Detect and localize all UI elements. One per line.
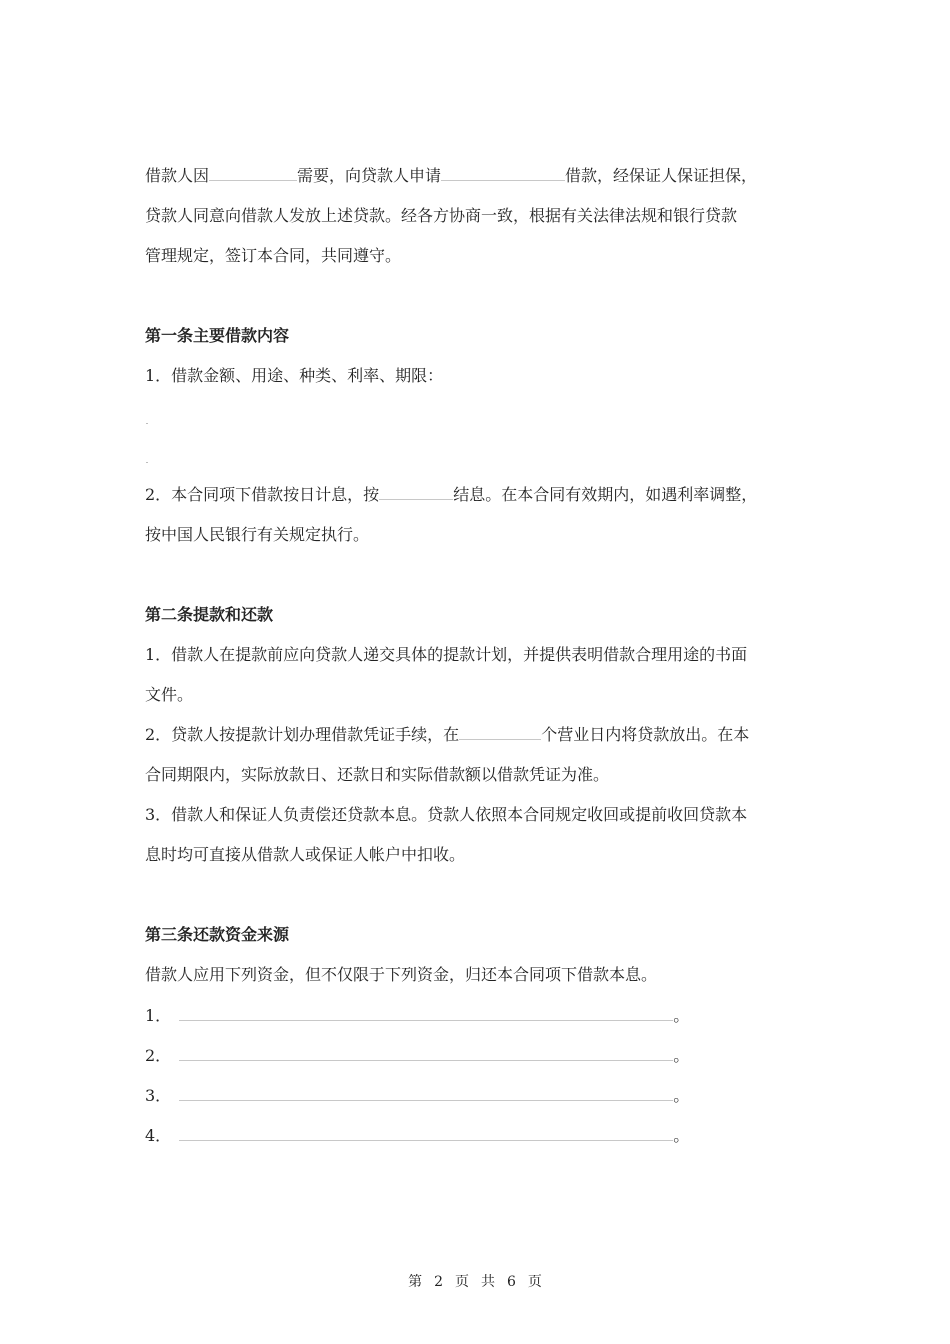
article-1-item-2	[145, 485, 757, 505]
item-end-mark: 。	[673, 1046, 690, 1065]
fund-source-blank[interactable]	[179, 1126, 673, 1141]
article-2-item-1-cont: 文件。	[145, 685, 194, 704]
footer-text: 页	[527, 1274, 542, 1290]
item-number: 1．	[145, 1006, 172, 1025]
article-1-title: 第一条主要借款内容	[145, 326, 290, 345]
article-3-intro: 借款人应用下列资金，但不仅限于下列资金，归还本合同项下借款本息。	[145, 965, 658, 984]
interest-settlement-blank[interactable]	[379, 485, 453, 500]
article-2-item-1: 1．借款人在提款前应向贷款人递交具体的提款计划，并提供表明借款合理用途的书面	[145, 645, 748, 664]
purpose-blank[interactable]	[209, 166, 297, 181]
item-number: 3．	[145, 1086, 172, 1105]
item-end-mark: 。	[673, 1126, 690, 1145]
fund-source-item-3	[145, 1086, 689, 1106]
intro-text: 借款，经保证人保证担保，	[565, 166, 758, 185]
item-text: 2．贷款人按提款计划办理借款凭证手续，在	[145, 725, 460, 744]
intro-text: 需要，向贷款人申请	[297, 166, 442, 185]
item-text: 个营业日内将贷款放出。在本	[541, 725, 750, 744]
item-text: 结息。在本合同有效期内，如遇利率调整，	[453, 485, 758, 504]
fund-source-item-4	[145, 1126, 689, 1146]
empty-paragraph-mark	[146, 462, 148, 463]
article-2-item-3-cont: 息时均可直接从借款人或保证人帐户中扣收。	[145, 845, 466, 864]
intro-line-2: 贷款人同意向借款人发放上述贷款。经各方协商一致，根据有关法律法规和银行贷款	[145, 206, 738, 225]
current-page-number: 2	[434, 1274, 443, 1290]
fund-source-blank[interactable]	[179, 1046, 673, 1061]
total-page-count: 6	[507, 1274, 516, 1290]
intro-text: 借款人因	[145, 166, 210, 185]
fund-source-item-1	[145, 1006, 689, 1026]
footer-text: 共	[481, 1274, 495, 1290]
item-end-mark: 。	[673, 1006, 690, 1025]
article-2-title: 第二条提款和还款	[145, 605, 274, 624]
footer-text: 第	[408, 1274, 423, 1290]
loan-type-blank[interactable]	[441, 166, 565, 181]
empty-paragraph-mark	[146, 423, 148, 424]
intro-line-3: 管理规定，签订本合同，共同遵守。	[145, 246, 402, 265]
article-1-item-1: 1．借款金额、用途、种类、利率、期限：	[145, 366, 444, 385]
item-number: 4．	[145, 1126, 172, 1145]
page-footer	[0, 1273, 950, 1291]
article-2-item-2-cont: 合同期限内，实际放款日、还款日和实际借款额以借款凭证为准。	[145, 765, 610, 784]
item-text: 2．本合同项下借款按日计息，按	[145, 485, 380, 504]
article-3-title: 第三条还款资金来源	[145, 925, 290, 944]
article-1-item-2-cont: 按中国人民银行有关规定执行。	[145, 525, 370, 544]
fund-source-blank[interactable]	[179, 1086, 673, 1101]
item-end-mark: 。	[673, 1086, 690, 1105]
item-number: 2．	[145, 1046, 172, 1065]
fund-source-blank[interactable]	[179, 1006, 673, 1021]
article-2-item-3: 3．借款人和保证人负责偿还贷款本息。贷款人依照本合同规定收回或提前收回贷款本	[145, 805, 748, 824]
fund-source-item-2	[145, 1046, 689, 1066]
footer-text: 页	[455, 1274, 469, 1290]
business-days-blank[interactable]	[459, 725, 541, 740]
article-2-item-2	[145, 725, 749, 745]
intro-line-1	[145, 166, 757, 186]
